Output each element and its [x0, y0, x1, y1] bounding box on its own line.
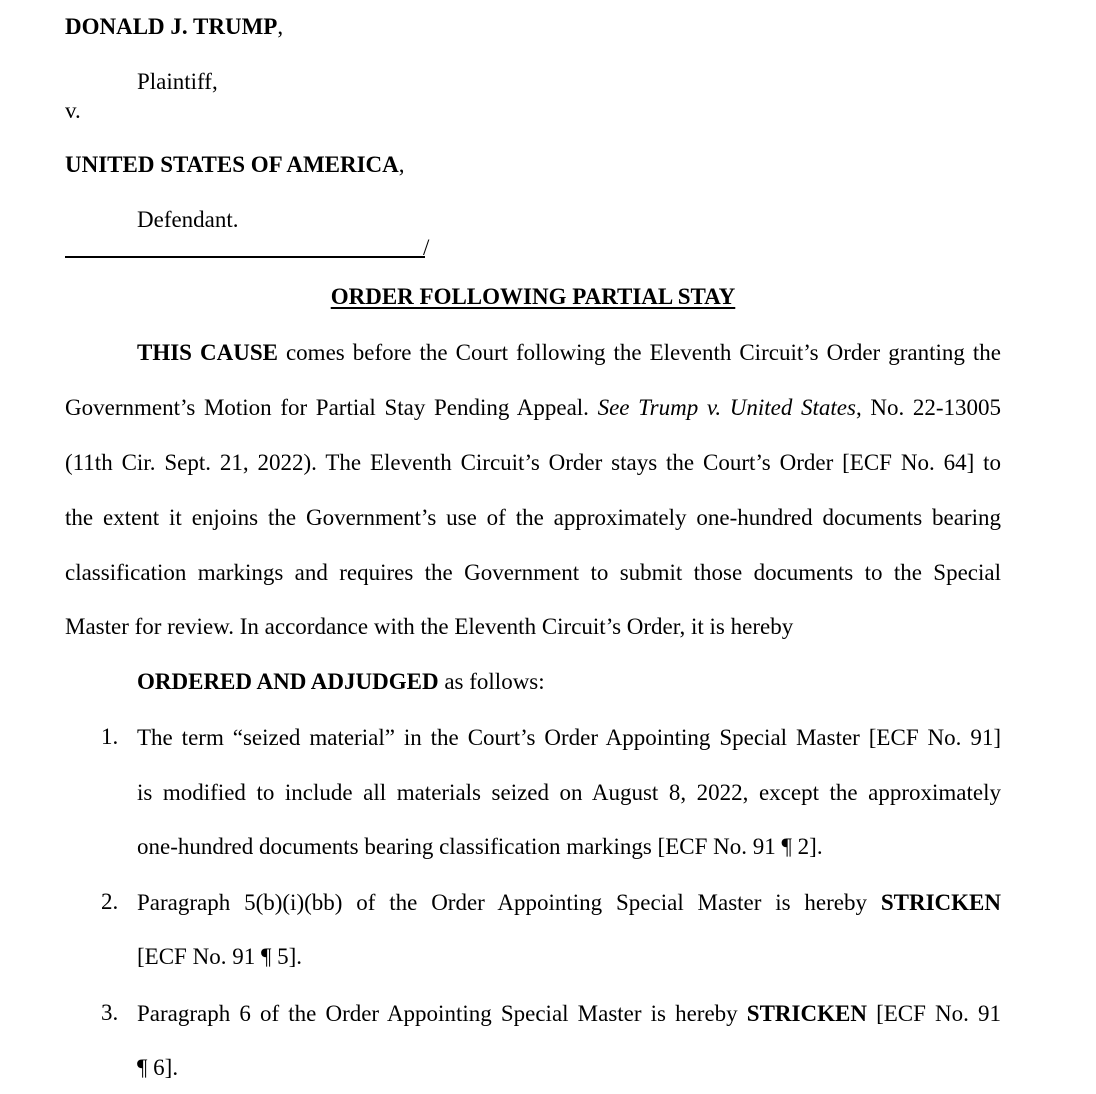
- stricken-bold: STRICKEN: [880, 890, 1001, 915]
- body-line-4: the extent it enjoins the Government’s use of the approximately one-hundred documents bearing: [65, 505, 1001, 530]
- ordered-line: ORDERED AND ADJUDGED as follows:: [137, 669, 545, 694]
- caption-slash: /: [423, 235, 430, 260]
- item-3-number: 3.: [101, 1000, 119, 1025]
- item-1-number: 1.: [101, 724, 119, 749]
- body-line-5: classification markings and requires the Government to submit those documents to the Special: [65, 560, 1001, 585]
- body-line-3: (11th Cir. Sept. 21, 2022). The Eleventh Circuit’s Order stays the Court’s Order [ECF No. 64] to: [65, 450, 1001, 475]
- versus: v.: [65, 98, 81, 123]
- ordered-adjudged-bold: ORDERED AND ADJUDGED: [137, 669, 439, 694]
- item-1-line-3: one-hundred documents bearing classification markings [ECF No. 91 ¶ 2].: [137, 834, 823, 859]
- plaintiff-role: Plaintiff,: [137, 69, 218, 94]
- caption-rule: [65, 256, 425, 258]
- item-3-line-1: Paragraph 6 of the Order Appointing Special Master is hereby STRICKEN [ECF No. 91: [137, 1001, 1002, 1026]
- order-title: ORDER FOLLOWING PARTIAL STAY: [330, 284, 736, 309]
- body-line-2: Government’s Motion for Partial Stay Pending Appeal. See Trump v. United States, No. 22-13005: [65, 395, 1001, 420]
- plaintiff-name: DONALD J. TRUMP: [65, 14, 278, 39]
- body-line-6: Master for review. In accordance with the Eleventh Circuit’s Order, it is hereby: [65, 614, 794, 639]
- defendant-line: [65, 153, 405, 176]
- defendant-comma: ,: [398, 152, 405, 177]
- item-2-number: 2.: [101, 889, 119, 914]
- item-1-line-2: is modified to include all materials seized on August 8, 2022, except the approximately: [137, 780, 1001, 805]
- plaintiff-line: [65, 15, 283, 38]
- defendant-role: Defendant.: [137, 207, 239, 232]
- this-cause-bold: THIS CAUSE: [137, 340, 278, 365]
- item-2-line-1: Paragraph 5(b)(i)(bb) of the Order Appointing Special Master is hereby STRICKEN: [137, 890, 1001, 915]
- item-1-line-1: The term “seized material” in the Court’s Order Appointing Special Master [ECF No. 91]: [137, 725, 1001, 750]
- case-citation: See Trump v. United States: [597, 395, 856, 420]
- defendant-name: UNITED STATES OF AMERICA: [65, 152, 399, 177]
- item-2-line-2: [ECF No. 91 ¶ 5].: [137, 944, 303, 969]
- stricken-bold: STRICKEN: [746, 1001, 867, 1026]
- body-line-1: THIS CAUSE comes before the Court following the Eleventh Circuit’s Order granting the: [137, 340, 1001, 365]
- item-3-line-2: ¶ 6].: [137, 1055, 179, 1080]
- plaintiff-comma: ,: [277, 14, 284, 39]
